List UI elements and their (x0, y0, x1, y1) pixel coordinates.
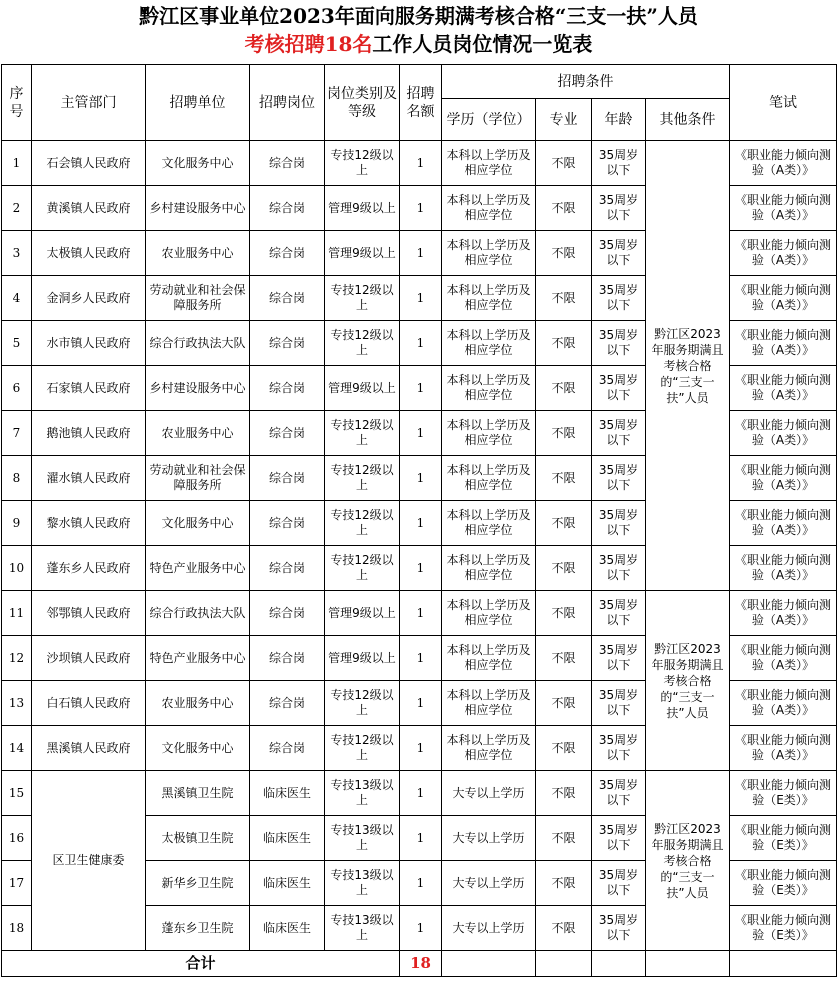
quota-cell: 1 (400, 456, 442, 501)
quota-cell: 1 (400, 186, 442, 231)
seq-cell: 15 (2, 771, 32, 816)
quota-cell: 1 (400, 501, 442, 546)
quota-cell: 1 (400, 411, 442, 456)
other-condition-cell: 黔江区2023年服务期满且考核合格的“三支一扶”人员 (646, 141, 730, 591)
major-cell: 不限 (536, 906, 592, 951)
category-cell: 管理9级以上 (325, 231, 400, 276)
seq-cell: 14 (2, 726, 32, 771)
post-cell: 综合岗 (250, 321, 325, 366)
education-cell: 本科以上学历及相应学位 (442, 366, 536, 411)
education-cell: 本科以上学历及相应学位 (442, 456, 536, 501)
header-quota: 招聘名额 (400, 65, 442, 141)
table-row (2, 141, 837, 186)
age-cell: 35周岁以下 (592, 591, 646, 636)
education-cell: 大专以上学历 (442, 861, 536, 906)
exam-cell: 《职业能力倾向测验（E类）》 (730, 906, 837, 951)
header-dept: 主管部门 (32, 65, 146, 141)
unit-cell: 特色产业服务中心 (146, 546, 250, 591)
category-cell: 管理9级以上 (325, 366, 400, 411)
major-cell: 不限 (536, 501, 592, 546)
dept-cell: 石会镇人民政府 (32, 141, 146, 186)
dept-cell: 白石镇人民政府 (32, 681, 146, 726)
post-cell: 综合岗 (250, 681, 325, 726)
major-cell: 不限 (536, 681, 592, 726)
seq-cell: 17 (2, 861, 32, 906)
empty-cell (730, 951, 837, 977)
post-cell: 综合岗 (250, 591, 325, 636)
header-seq: 序号 (2, 65, 32, 141)
seq-cell: 8 (2, 456, 32, 501)
education-cell: 本科以上学历及相应学位 (442, 501, 536, 546)
seq-cell: 6 (2, 366, 32, 411)
exam-cell: 《职业能力倾向测验（A类）》 (730, 681, 837, 726)
category-cell: 专技13级以上 (325, 771, 400, 816)
unit-cell: 劳动就业和社会保障服务所 (146, 276, 250, 321)
dept-cell: 黑溪镇人民政府 (32, 726, 146, 771)
category-cell: 专技13级以上 (325, 816, 400, 861)
dept-cell: 沙坝镇人民政府 (32, 636, 146, 681)
dept-cell: 邻鄂镇人民政府 (32, 591, 146, 636)
empty-cell (442, 951, 536, 977)
dept-cell: 水市镇人民政府 (32, 321, 146, 366)
quota-cell: 1 (400, 816, 442, 861)
header-post: 招聘岗位 (250, 65, 325, 141)
header-major: 专业 (536, 99, 592, 141)
major-cell: 不限 (536, 726, 592, 771)
header-category: 岗位类别及等级 (325, 65, 400, 141)
category-cell: 专技13级以上 (325, 861, 400, 906)
seq-cell: 4 (2, 276, 32, 321)
unit-cell: 乡村建设服务中心 (146, 366, 250, 411)
category-cell: 专技12级以上 (325, 501, 400, 546)
dept-cell: 濯水镇人民政府 (32, 456, 146, 501)
seq-cell: 10 (2, 546, 32, 591)
empty-cell (536, 951, 592, 977)
header-education: 学历（学位） (442, 99, 536, 141)
unit-cell: 农业服务中心 (146, 231, 250, 276)
subtitle-highlight: 考核招聘18名 (244, 32, 373, 56)
exam-cell: 《职业能力倾向测验（A类）》 (730, 591, 837, 636)
education-cell: 本科以上学历及相应学位 (442, 411, 536, 456)
education-cell: 本科以上学历及相应学位 (442, 186, 536, 231)
post-cell: 综合岗 (250, 636, 325, 681)
age-cell: 35周岁以下 (592, 141, 646, 186)
education-cell: 大专以上学历 (442, 906, 536, 951)
empty-cell (646, 951, 730, 977)
category-cell: 管理9级以上 (325, 186, 400, 231)
education-cell: 本科以上学历及相应学位 (442, 636, 536, 681)
education-cell: 本科以上学历及相应学位 (442, 591, 536, 636)
unit-cell: 文化服务中心 (146, 501, 250, 546)
education-cell: 本科以上学历及相应学位 (442, 321, 536, 366)
seq-cell: 13 (2, 681, 32, 726)
age-cell: 35周岁以下 (592, 906, 646, 951)
post-cell: 综合岗 (250, 231, 325, 276)
other-condition-cell: 黔江区2023年服务期满且考核合格的“三支一扶”人员 (646, 771, 730, 951)
category-cell: 专技12级以上 (325, 726, 400, 771)
age-cell: 35周岁以下 (592, 321, 646, 366)
post-cell: 综合岗 (250, 546, 325, 591)
table-body (2, 141, 837, 977)
exam-cell: 《职业能力倾向测验（A类）》 (730, 186, 837, 231)
seq-cell: 2 (2, 186, 32, 231)
exam-cell: 《职业能力倾向测验（A类）》 (730, 546, 837, 591)
exam-cell: 《职业能力倾向测验（E类）》 (730, 816, 837, 861)
quota-cell: 1 (400, 366, 442, 411)
major-cell: 不限 (536, 186, 592, 231)
dept-cell: 金洞乡人民政府 (32, 276, 146, 321)
education-cell: 本科以上学历及相应学位 (442, 546, 536, 591)
major-cell: 不限 (536, 591, 592, 636)
category-cell: 专技12级以上 (325, 141, 400, 186)
seq-cell: 12 (2, 636, 32, 681)
age-cell: 35周岁以下 (592, 816, 646, 861)
exam-cell: 《职业能力倾向测验（A类）》 (730, 276, 837, 321)
major-cell: 不限 (536, 636, 592, 681)
post-cell: 临床医生 (250, 861, 325, 906)
major-cell: 不限 (536, 861, 592, 906)
quota-cell: 1 (400, 141, 442, 186)
major-cell: 不限 (536, 546, 592, 591)
page-title: 黔江区事业单位2023年面向服务期满考核合格“三支一扶”人员 (139, 4, 698, 28)
header-unit: 招聘单位 (146, 65, 250, 141)
quota-cell: 1 (400, 771, 442, 816)
post-cell: 综合岗 (250, 276, 325, 321)
unit-cell: 综合行政执法大队 (146, 321, 250, 366)
header-other: 其他条件 (646, 99, 730, 141)
quota-cell: 1 (400, 681, 442, 726)
post-cell: 临床医生 (250, 816, 325, 861)
post-cell: 综合岗 (250, 141, 325, 186)
header-age: 年龄 (592, 99, 646, 141)
major-cell: 不限 (536, 366, 592, 411)
other-condition-cell: 黔江区2023年服务期满且考核合格的“三支一扶”人员 (646, 591, 730, 771)
seq-cell: 5 (2, 321, 32, 366)
unit-cell: 太极镇卫生院 (146, 816, 250, 861)
age-cell: 35周岁以下 (592, 546, 646, 591)
major-cell: 不限 (536, 411, 592, 456)
dept-cell: 黎水镇人民政府 (32, 501, 146, 546)
exam-cell: 《职业能力倾向测验（A类）》 (730, 141, 837, 186)
quota-cell: 1 (400, 906, 442, 951)
major-cell: 不限 (536, 276, 592, 321)
quota-cell: 1 (400, 231, 442, 276)
major-cell: 不限 (536, 141, 592, 186)
dept-cell: 石家镇人民政府 (32, 366, 146, 411)
table-row (2, 771, 837, 816)
category-cell: 专技12级以上 (325, 681, 400, 726)
quota-cell: 1 (400, 321, 442, 366)
empty-cell (592, 951, 646, 977)
post-cell: 综合岗 (250, 456, 325, 501)
exam-cell: 《职业能力倾向测验（A类）》 (730, 411, 837, 456)
dept-cell: 区卫生健康委 (32, 771, 146, 951)
category-cell: 管理9级以上 (325, 636, 400, 681)
education-cell: 本科以上学历及相应学位 (442, 726, 536, 771)
exam-cell: 《职业能力倾向测验（A类）》 (730, 366, 837, 411)
post-cell: 综合岗 (250, 501, 325, 546)
age-cell: 35周岁以下 (592, 681, 646, 726)
age-cell: 35周岁以下 (592, 276, 646, 321)
post-cell: 综合岗 (250, 726, 325, 771)
seq-cell: 18 (2, 906, 32, 951)
major-cell: 不限 (536, 456, 592, 501)
post-cell: 综合岗 (250, 366, 325, 411)
major-cell: 不限 (536, 231, 592, 276)
seq-cell: 16 (2, 816, 32, 861)
age-cell: 35周岁以下 (592, 726, 646, 771)
category-cell: 专技12级以上 (325, 276, 400, 321)
header-exam: 笔试 (730, 65, 837, 141)
age-cell: 35周岁以下 (592, 231, 646, 276)
seq-cell: 11 (2, 591, 32, 636)
exam-cell: 《职业能力倾向测验（A类）》 (730, 231, 837, 276)
seq-cell: 1 (2, 141, 32, 186)
category-cell: 专技12级以上 (325, 456, 400, 501)
exam-cell: 《职业能力倾向测验（E类）》 (730, 861, 837, 906)
age-cell: 35周岁以下 (592, 636, 646, 681)
category-cell: 管理9级以上 (325, 591, 400, 636)
total-label: 合计 (2, 951, 400, 977)
age-cell: 35周岁以下 (592, 861, 646, 906)
exam-cell: 《职业能力倾向测验（E类）》 (730, 771, 837, 816)
quota-cell: 1 (400, 591, 442, 636)
total-row (2, 951, 837, 977)
age-cell: 35周岁以下 (592, 456, 646, 501)
age-cell: 35周岁以下 (592, 501, 646, 546)
education-cell: 本科以上学历及相应学位 (442, 276, 536, 321)
dept-cell: 鹅池镇人民政府 (32, 411, 146, 456)
unit-cell: 黑溪镇卫生院 (146, 771, 250, 816)
seq-cell: 3 (2, 231, 32, 276)
unit-cell: 新华乡卫生院 (146, 861, 250, 906)
exam-cell: 《职业能力倾向测验（A类）》 (730, 456, 837, 501)
category-cell: 专技12级以上 (325, 321, 400, 366)
exam-cell: 《职业能力倾向测验（A类）》 (730, 321, 837, 366)
major-cell: 不限 (536, 321, 592, 366)
header-conditions: 招聘条件 (442, 65, 730, 99)
total-value: 18 (400, 951, 442, 977)
page-subtitle (0, 30, 837, 64)
post-cell: 临床医生 (250, 771, 325, 816)
education-cell: 本科以上学历及相应学位 (442, 681, 536, 726)
major-cell: 不限 (536, 816, 592, 861)
quota-cell: 1 (400, 276, 442, 321)
quota-cell: 1 (400, 861, 442, 906)
dept-cell: 蓬东乡人民政府 (32, 546, 146, 591)
seq-cell: 9 (2, 501, 32, 546)
exam-cell: 《职业能力倾向测验（A类）》 (730, 636, 837, 681)
exam-cell: 《职业能力倾向测验（A类）》 (730, 501, 837, 546)
dept-cell: 太极镇人民政府 (32, 231, 146, 276)
exam-cell: 《职业能力倾向测验（A类）》 (730, 726, 837, 771)
category-cell: 专技12级以上 (325, 546, 400, 591)
table-row (2, 591, 837, 636)
quota-cell: 1 (400, 636, 442, 681)
age-cell: 35周岁以下 (592, 366, 646, 411)
post-cell: 综合岗 (250, 186, 325, 231)
education-cell: 大专以上学历 (442, 771, 536, 816)
seq-cell: 7 (2, 411, 32, 456)
unit-cell: 乡村建设服务中心 (146, 186, 250, 231)
quota-cell: 1 (400, 726, 442, 771)
education-cell: 本科以上学历及相应学位 (442, 141, 536, 186)
age-cell: 35周岁以下 (592, 411, 646, 456)
unit-cell: 农业服务中心 (146, 411, 250, 456)
age-cell: 35周岁以下 (592, 186, 646, 231)
unit-cell: 文化服务中心 (146, 726, 250, 771)
age-cell: 35周岁以下 (592, 771, 646, 816)
positions-table (1, 64, 837, 977)
unit-cell: 综合行政执法大队 (146, 591, 250, 636)
category-cell: 专技12级以上 (325, 411, 400, 456)
category-cell: 专技13级以上 (325, 906, 400, 951)
post-cell: 综合岗 (250, 411, 325, 456)
dept-cell: 黄溪镇人民政府 (32, 186, 146, 231)
post-cell: 临床医生 (250, 906, 325, 951)
education-cell: 本科以上学历及相应学位 (442, 231, 536, 276)
unit-cell: 文化服务中心 (146, 141, 250, 186)
quota-cell: 1 (400, 546, 442, 591)
subtitle-rest: 工作人员岗位情况一览表 (372, 32, 593, 56)
unit-cell: 蓬东乡卫生院 (146, 906, 250, 951)
unit-cell: 农业服务中心 (146, 681, 250, 726)
unit-cell: 劳动就业和社会保障服务所 (146, 456, 250, 501)
education-cell: 大专以上学历 (442, 816, 536, 861)
unit-cell: 特色产业服务中心 (146, 636, 250, 681)
major-cell: 不限 (536, 771, 592, 816)
